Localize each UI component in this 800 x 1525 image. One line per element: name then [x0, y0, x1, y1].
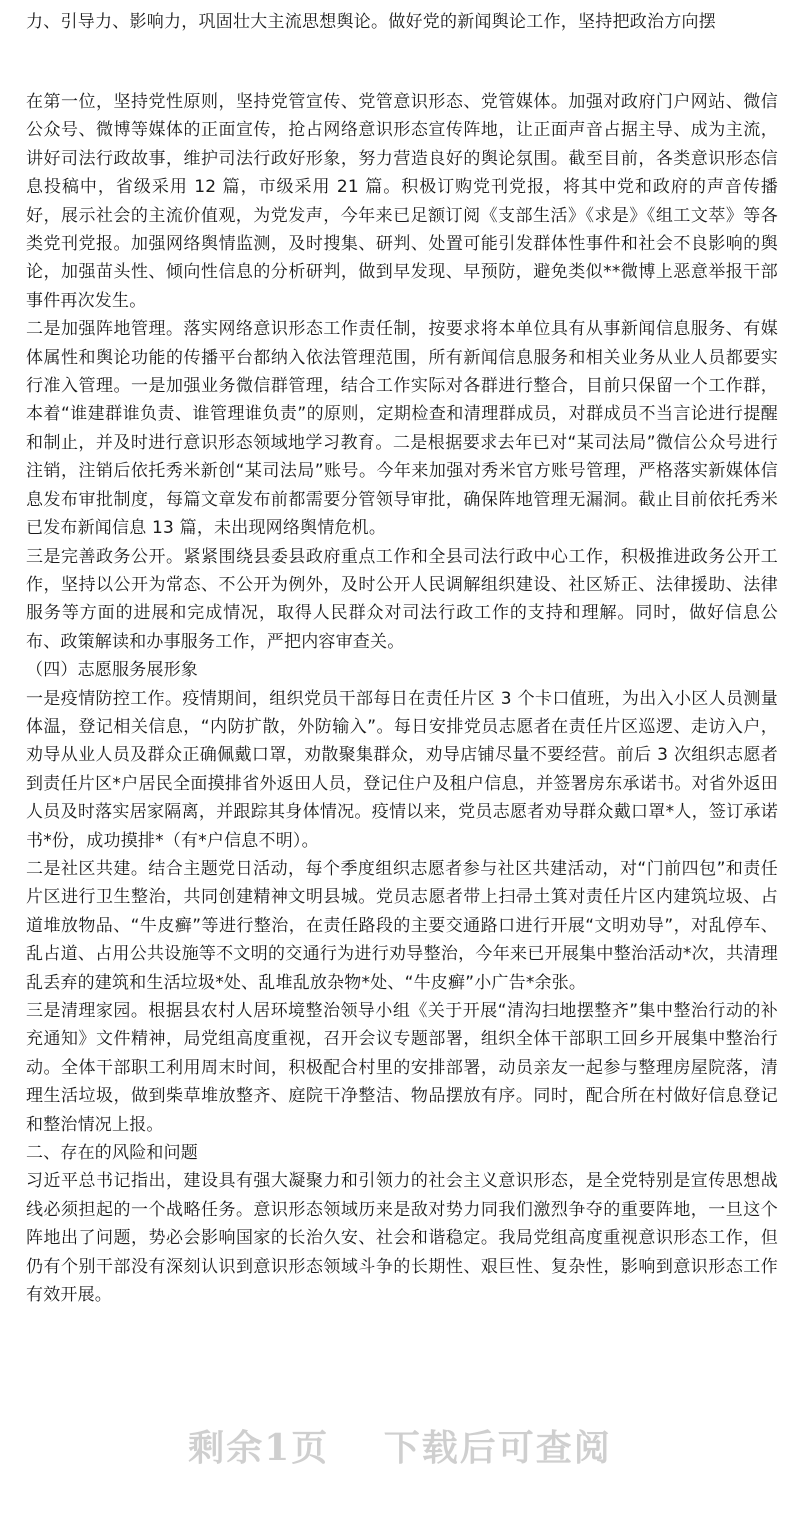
top-line: 力、引导力、影响力，巩固壮大主流思想舆论。做好党的新闻舆论工作，坚持把政治方向摆 [26, 12, 716, 32]
paragraph-government-affairs: 三是完善政务公开。紧紧围绕县委县政府重点工作和全县司法行政中心工作，积极推进政务公开工作，坚持以公开为常态、不公开为例外，及时公开人民调解组织建设、社区矫正、法律援助、法律服务等方面的进展和完成情况，取得人民群众对司法行政工作的支持和理解。同时，做好信息公布、政策解读和办事服务工作，严把内容审查关。 [26, 546, 778, 652]
paragraph-clean-homes: 三是清理家园。根据县农村人居环境整治领导小组《关于开展“清沟扫地摆整齐”集中整治行动的补充通知》文件精神，局党组高度重视，召开会议专题部署，组织全体干部职工回乡开展集中整治行动。全体干部职工利用周末时间，积极配合村里的安排部署，动员亲友一起参与整理房屋院落，清理生活垃圾，做到柴草堆放整齐、庭院干净整洁、物品摆放有序。同时，配合所在村做好信息登记和整治情况上报。 [26, 1001, 778, 1135]
download-to-view-label: 下载后可查阅 [383, 1427, 612, 1469]
section4-heading: （四）志愿服务展形象 [26, 660, 198, 681]
section2-heading: 二、存在的风险和问题 [26, 1143, 198, 1164]
remaining-pages-label: 剩余1页 [188, 1427, 330, 1469]
paragraph-positive-publicity: 在第一位，坚持党性原则，坚持党管宣传、党管意识形态、党管媒体。加强对政府门户网站、微信公众号、微博等媒体的正面宣传，抢占网络意识形态宣传阵地，让正面声音占据主导、成为主流，讲好司法行政故事，维护司法行政好形象，努力营造良好的舆论氛围。截至目前，各类意识形态信息投稿中，省级采用 12 篇，市级采用 21 篇。积极订购党刊党报，将其中党和政府的声音传播好，展示社会的主流价值观，为党发声，今年来已足额订阅《支部生活》《求是》《组工文萃》等各类党刊党报。加强网络舆情监测，及时搜集、研判、处置可能引发群体性事件和社会不良影响的舆论，加强苗头性、倾向性信息的分析研判，做到早发现、早预防，避免类似**微博上恶意举报干部事件再次发生。 [26, 92, 778, 311]
document-body [26, 88, 778, 1309]
paragraph-risks: 习近平总书记指出，建设具有强大凝聚力和引领力的社会主义意识形态，是全党特别是宣传思想战线必须担起的一个战略任务。意识形态领域历来是敌对势力同我们激烈争夺的重要阵地，一旦这个阵地出了问题，势必会影响国家的长治久安、社会和谐稳定。我局党组高度重视意识形态工作，但仍有个别干部没有深刻认识到意识形态领域斗争的长期性、艰巨性、复杂性，影响到意识形态工作有效开展。 [26, 1171, 778, 1306]
paragraph-community-building: 二是社区共建。结合主题党日活动，每个季度组织志愿者参与社区共建活动，对“门前四包”和责任片区进行卫生整治，共同创建精神文明县城。党员志愿者带上扫帚土箕对责任片区内建筑垃圾、占道堆放物品、“牛皮癣”等进行整治，在责任路段的主要交通路口进行开展“文明劝导”，对乱停车、乱占道、占用公共设施等不文明的交通行为进行劝导整治，今年来已开展集中整治活动*次，共清理乱丢弃的建筑和生活垃圾*处、乱堆乱放杂物*处、“牛皮癣”小广告*余张。 [26, 858, 778, 993]
paragraph-position-management: 二是加强阵地管理。落实网络意识形态工作责任制，按要求将本单位具有从事新闻信息服务、有媒体属性和舆论功能的传播平台都纳入依法管理范围，所有新闻信息服务和相关业务从业人员都要实行准入管理。一是加强业务微信群管理，结合工作实际对各群进行整合，目前只保留一个工作群，本着“谁建群谁负责、谁管理谁负责”的原则，定期检查和清理群成员，对群成员不当言论进行提醒和制止，并及时进行意识形态领域地学习教育。二是根据要求去年已对“某司法局”微信公众号进行注销，注销后依托秀米新创“某司法局”账号。今年来加强对秀米官方账号管理，严格落实新媒体信息发布审批制度，每篇文章发布前都需要分管领导审批，确保阵地管理无漏洞。截止目前依托秀米已发布新闻信息 13 篇，未出现网络舆情危机。 [26, 319, 778, 539]
download-prompt[interactable] [0, 1420, 800, 1480]
paragraph-epidemic-prevention: 一是疫情防控工作。疫情期间，组织党员干部每日在责任片区 3 个卡口值班，为出入小区人员测量体温，登记相关信息，“内防扩散，外防输入”。每日安排党员志愿者在责任片区巡逻、走访入户，劝导从业人员及群众正确佩戴口罩，劝散聚集群众，劝导店铺尽量不要经营。前后 3 次组织志愿者到责任片区*户居民全面摸排省外返田人员，登记住户及租户信息，并签署房东承诺书。对省外返田人员及时落实居家隔离，并跟踪其身体情况。疫情以来，党员志愿者劝导群众戴口罩*人，签订承诺书*份，成功摸排*（有*户信息不明）。 [26, 688, 778, 851]
